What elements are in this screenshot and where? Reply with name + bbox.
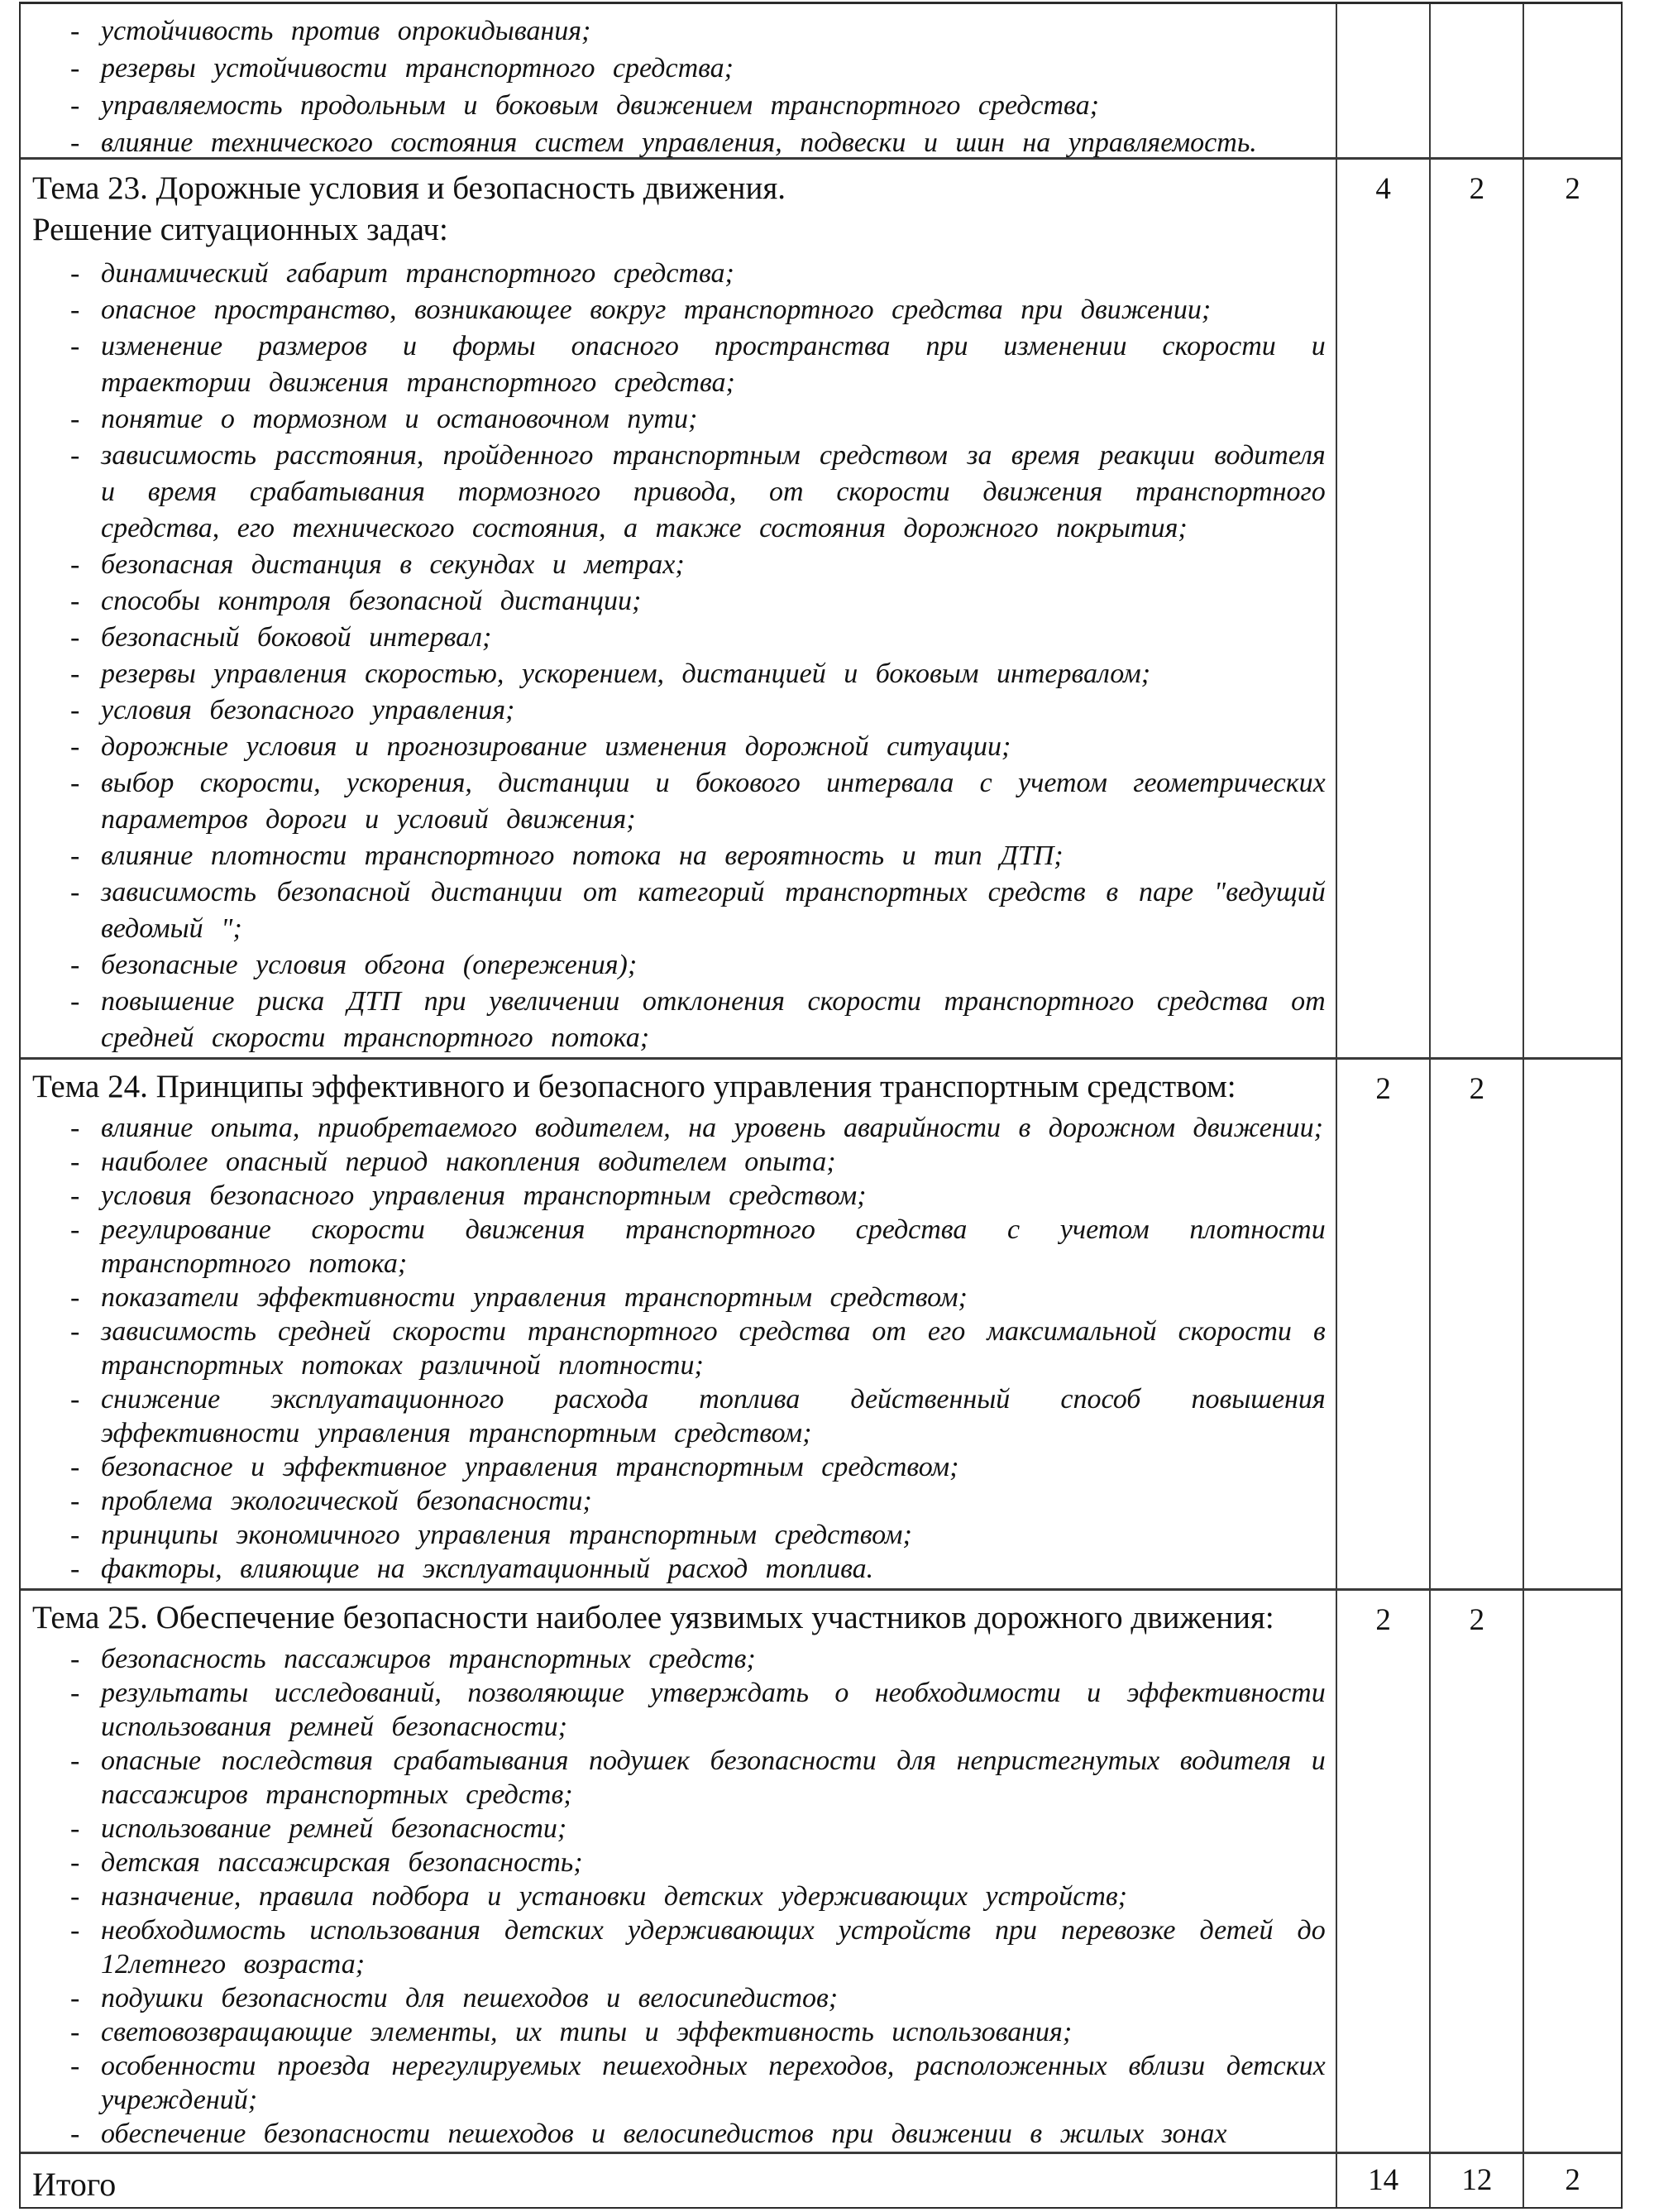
bullet-dash: - xyxy=(70,658,80,689)
syllabus-item xyxy=(32,1056,1326,1057)
syllabus-item xyxy=(32,12,1326,50)
item-text: снижение эксплуатационного расхода топлива действенный способ повышения эффективности управления транспортным средством; xyxy=(101,1384,1326,1448)
item-text: безопасное и эффективное управления транспортным средством; xyxy=(101,1452,959,1482)
item-text: влияние опыта, приобретаемого водителем, на уровень аварийности в дорожном движении; xyxy=(101,1113,1323,1143)
bullet-dash: - xyxy=(70,1147,80,1177)
hours-practice-cell xyxy=(1524,4,1621,157)
hours-theory-cell xyxy=(1431,4,1524,157)
topic-heading: Тема 23. Дорожные условия и безопасность движения. xyxy=(32,170,786,206)
bullet-dash: - xyxy=(70,258,80,289)
bullet-dash: - xyxy=(70,1678,80,1708)
item-text: безопасность пассажиров транспортных средств; xyxy=(101,1644,756,1674)
bullet-dash: - xyxy=(70,1847,80,1878)
topic-subheading: Решение ситуационных задач: xyxy=(32,212,448,247)
item-text: результаты исследований, позволяющие утверждать о необходимости и эффективности использования ремней безопасности; xyxy=(101,1678,1326,1742)
syllabus-item xyxy=(32,1213,1326,1281)
syllabus-item xyxy=(32,1314,1326,1382)
bullet-dash: - xyxy=(70,586,80,616)
syllabus-item xyxy=(32,401,1326,438)
syllabus-item xyxy=(32,874,1326,947)
syllabus-item xyxy=(32,729,1326,765)
item-text: условия безопасного управления транспортным средством; xyxy=(101,1180,867,1211)
bullet-dash: - xyxy=(70,1180,80,1211)
hours-practice-cell xyxy=(1524,1060,1621,1588)
item-text: резервы управления скоростью, ускорением, дистанцией и боковым интервалом; xyxy=(101,658,1151,689)
item-text: зависимость безопасной дистанции от категорий транспортных средств в паре "ведущий ведомый "; xyxy=(101,877,1326,944)
item-text: принципы экономичного управления транспортным средством; xyxy=(101,1520,912,1550)
syllabus-item xyxy=(32,1812,1326,1846)
totals-label-cell xyxy=(21,2154,1337,2207)
bullet-dash: - xyxy=(70,16,80,46)
topic-content-cell xyxy=(21,1591,1337,2152)
syllabus-item xyxy=(32,1382,1326,1450)
item-text: показатели эффективности управления транспортным средством; xyxy=(101,1282,968,1313)
bullet-dash: - xyxy=(70,1486,80,1516)
syllabus-item xyxy=(32,292,1326,328)
bullet-dash: - xyxy=(70,2051,80,2081)
item-text: проблема экологической безопасности; xyxy=(101,1486,592,1516)
syllabus-item xyxy=(32,87,1326,124)
bullet-dash: - xyxy=(70,1113,80,1143)
item-text: понятие о тормозном и остановочном пути; xyxy=(101,404,698,434)
hours-theory-cell: 2 xyxy=(1431,160,1524,1057)
syllabus-item xyxy=(32,1281,1326,1314)
bullet-dash: - xyxy=(70,549,80,580)
syllabus-item xyxy=(32,1642,1326,1676)
topic-items-list xyxy=(32,256,1326,1057)
item-text: способы контроля безопасной дистанции; xyxy=(101,586,642,616)
table-row-tema-23 xyxy=(21,160,1621,1060)
syllabus-item xyxy=(32,984,1326,1056)
topic-items-list xyxy=(32,12,1326,157)
item-text: зависимость расстояния, пройденного транспортным средством за время реакции водителя и время срабатывания тормозного привода, от скорости движения транспортного средства, его технического состояния, а также состояния дорожного покрытия; xyxy=(101,440,1326,543)
totals-label: Итого xyxy=(32,2166,117,2203)
bullet-dash: - xyxy=(70,622,80,653)
syllabus-item xyxy=(32,1552,1326,1586)
syllabus-item xyxy=(32,256,1326,292)
hours-practice-cell: 2 xyxy=(1565,172,1580,206)
hours-total-cell: 2 xyxy=(1337,1591,1432,2152)
syllabus-item xyxy=(32,620,1326,656)
bullet-dash: - xyxy=(70,731,80,762)
bullet-dash: - xyxy=(70,2017,80,2047)
bullet-dash: - xyxy=(70,90,80,121)
syllabus-item xyxy=(32,947,1326,984)
item-text: наиболее опасный период накопления водителем опыта; xyxy=(101,1147,836,1177)
syllabus-item xyxy=(32,124,1326,157)
syllabus-item xyxy=(32,1484,1326,1518)
syllabus-item xyxy=(32,2049,1326,2117)
hours-total-cell: 4 xyxy=(1337,160,1432,1057)
topic-heading: Тема 25. Обеспечение безопасности наиболее уязвимых участников дорожного движения: xyxy=(32,1600,1274,1635)
bullet-dash: - xyxy=(70,53,80,84)
topic-content-cell xyxy=(21,4,1337,157)
item-text: изменение размеров и формы опасного пространства при изменении скорости и траектории движения транспортного средства; xyxy=(101,331,1326,398)
syllabus-item xyxy=(32,838,1326,874)
item-text: влияние плотности транспортного потока на вероятность и тип ДТП; xyxy=(101,840,1064,871)
syllabus-item xyxy=(32,1913,1326,1981)
item-text: особенности проезда нерегулируемых пешеходных переходов, расположенных вблизи детских учреждений; xyxy=(101,2051,1326,2115)
bullet-dash: - xyxy=(70,1520,80,1550)
item-text: безопасный боковой интервал; xyxy=(101,622,492,653)
item-text: управляемость продольным и боковым движением транспортного средства; xyxy=(101,90,1099,121)
table-row-tema-25 xyxy=(21,1591,1621,2154)
item-text: условия безопасного управления; xyxy=(101,695,515,725)
bullet-dash: - xyxy=(70,1282,80,1313)
bullet-dash: - xyxy=(70,331,80,361)
table-row-tema-24 xyxy=(21,1060,1621,1591)
syllabus-item xyxy=(32,583,1326,620)
item-text: повышение риска ДТП при увеличении отклонения скорости транспортного средства от средней скорости транспортного потока; xyxy=(101,986,1326,1053)
bullet-dash: - xyxy=(70,440,80,471)
bullet-dash: - xyxy=(70,294,80,325)
syllabus-item xyxy=(32,1744,1326,1812)
bullet-dash: - xyxy=(70,1384,80,1415)
hours-theory-cell: 2 xyxy=(1431,1591,1524,2152)
item-text: резервы устойчивости транспортного средства; xyxy=(101,53,734,84)
syllabus-item xyxy=(32,1879,1326,1913)
bullet-dash: - xyxy=(70,1813,80,1844)
table-row-continuation xyxy=(21,4,1621,160)
item-text: подушки безопасности для пешеходов и велосипедистов; xyxy=(101,1983,839,2013)
item-text: обеспечение безопасности пешеходов и велосипедистов при движении в жилых зонах xyxy=(101,2119,1227,2149)
bullet-dash: - xyxy=(70,695,80,725)
item-text: выбор скорости, ускорения, дистанции и бокового интервала с учетом геометрических параметров дороги и условий движения; xyxy=(101,768,1326,835)
hours-total-cell: 2 xyxy=(1337,1060,1432,1588)
item-text: назначение, правила подбора и установки детских удерживающих устройств; xyxy=(101,1881,1127,1912)
syllabus-item xyxy=(32,1846,1326,1879)
item-text: использование ремней безопасности; xyxy=(101,1813,567,1844)
bullet-dash: - xyxy=(70,986,80,1017)
item-text: опасное пространство, возникающее вокруг транспортного средства при движении; xyxy=(101,294,1212,325)
syllabus-item xyxy=(32,2117,1326,2151)
item-text: факторы, влияющие на эксплуатационный расход топлива. xyxy=(101,1554,874,1584)
topic-content-cell xyxy=(21,1060,1337,1588)
bullet-dash: - xyxy=(70,840,80,871)
bullet-dash: - xyxy=(70,768,80,798)
item-text: влияние технического состояния систем управления, подвески и шин на управляемость. xyxy=(101,127,1257,157)
syllabus-item xyxy=(32,692,1326,729)
item-text: световозвращающие элементы, их типы и эффективность использования; xyxy=(101,2017,1073,2047)
topic-items-list xyxy=(32,1111,1326,1586)
syllabus-item xyxy=(32,656,1326,692)
item-text: регулирование скорости движения транспортного средства с учетом плотности транспортного потока; xyxy=(101,1214,1326,1279)
syllabus-item xyxy=(32,328,1326,401)
bullet-dash: - xyxy=(70,1745,80,1776)
bullet-dash: - xyxy=(70,1316,80,1347)
syllabus-item xyxy=(32,2015,1326,2049)
item-text: динамический габарит транспортного средства; xyxy=(101,258,734,289)
bullet-dash: - xyxy=(70,1452,80,1482)
item-text: устойчивость против опрокидывания; xyxy=(101,16,591,46)
syllabus-item xyxy=(32,50,1326,87)
syllabus-item xyxy=(32,1518,1326,1552)
syllabus-item xyxy=(32,1179,1326,1213)
bullet-dash: - xyxy=(70,404,80,434)
hours-practice-cell: 2 xyxy=(1565,2163,1580,2197)
bullet-dash: - xyxy=(70,1554,80,1584)
item-text: необходимость использования детских удерживающих устройств при перевозке детей до 12летнего возраста; xyxy=(101,1915,1326,1980)
syllabus-item xyxy=(32,1450,1326,1484)
item-text: детская пассажирская безопасность; xyxy=(101,1847,583,1878)
topic-heading: Тема 24. Принципы эффективного и безопасного управления транспортным средством: xyxy=(32,1069,1236,1104)
hours-total-cell xyxy=(1337,4,1432,157)
bullet-dash xyxy=(70,1056,79,1057)
syllabus-item xyxy=(32,1981,1326,2015)
topic-content-cell xyxy=(21,160,1337,1057)
curriculum-table xyxy=(19,2,1623,2209)
item-text: опасные последствия срабатывания подушек безопасности для непристегнутых водителя и пассажиров транспортных средств; xyxy=(101,1745,1326,1810)
table-row-totals xyxy=(21,2154,1621,2207)
bullet-dash: - xyxy=(70,1983,80,2013)
hours-total-cell: 14 xyxy=(1337,2154,1432,2207)
syllabus-item xyxy=(32,1111,1326,1145)
item-text: безопасные условия обгона (опережения); xyxy=(101,950,638,980)
topic-items-list xyxy=(32,1642,1326,2151)
bullet-dash: - xyxy=(70,877,80,907)
bullet-dash: - xyxy=(70,1881,80,1912)
item-text: дорожные условия и прогнозирование изменения дорожной ситуации; xyxy=(101,731,1011,762)
hours-theory-cell: 12 xyxy=(1431,2154,1524,2207)
syllabus-item xyxy=(32,547,1326,583)
item-text: безопасная дистанция в секундах и метрах; xyxy=(101,549,685,580)
hours-practice-cell xyxy=(1524,1591,1621,2152)
bullet-dash: - xyxy=(70,2119,80,2149)
item-text: зависимость средней скорости транспортного средства от его максимальной скорости в транспортных потоках различной плотности; xyxy=(101,1316,1326,1381)
bullet-dash: - xyxy=(70,950,80,980)
syllabus-item xyxy=(32,1145,1326,1179)
syllabus-item xyxy=(32,765,1326,838)
syllabus-item xyxy=(32,1676,1326,1744)
bullet-dash: - xyxy=(70,1915,80,1946)
bullet-dash: - xyxy=(70,1214,80,1245)
syllabus-item xyxy=(32,438,1326,547)
hours-theory-cell: 2 xyxy=(1431,1060,1524,1588)
bullet-dash: - xyxy=(70,1644,80,1674)
bullet-dash: - xyxy=(70,127,80,157)
